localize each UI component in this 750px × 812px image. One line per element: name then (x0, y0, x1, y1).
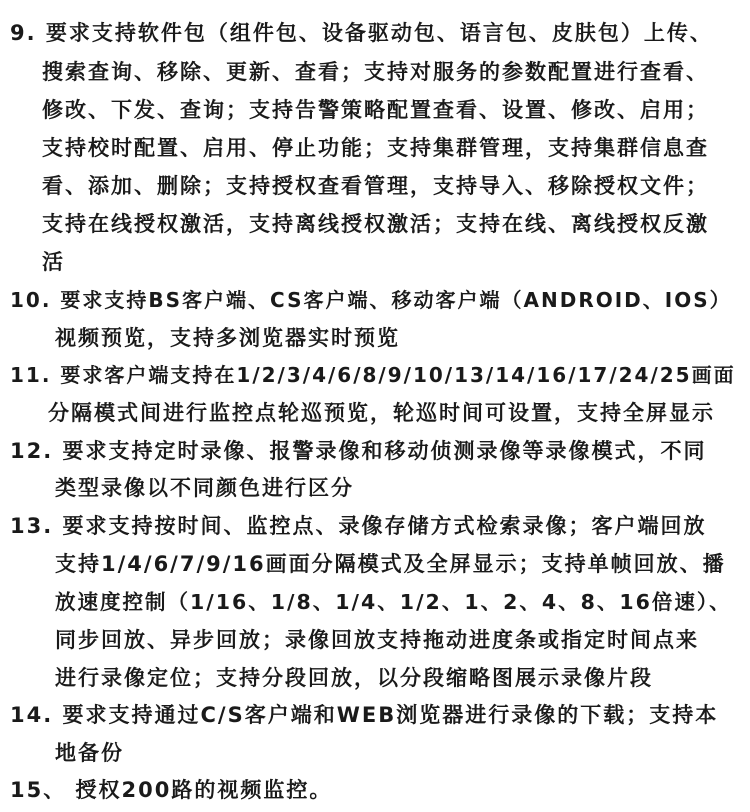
item-15-text: 授权200路的视频监控。 (75, 778, 333, 802)
item-13-line-4: 同步回放、异步回放；录像回放支持拖动进度条或指定时间点来 (55, 628, 699, 652)
item-9-line-2: 搜索查询、移除、更新、查看；支持对服务的参数配置进行查看、 (42, 60, 709, 84)
item-12-text: 要求支持定时录像、报警录像和移动侦测录像等录像模式，不同 (62, 439, 707, 463)
item-11-line-1 (10, 363, 736, 387)
item-14-line-1 (10, 703, 718, 727)
item-9-line-3: 修改、下发、查询；支持告警策略配置查看、设置、修改、启用； (42, 98, 709, 122)
item-9-line-4: 支持校时配置、启用、停止功能；支持集群管理，支持集群信息查 (42, 136, 709, 160)
item-9-line-6: 支持在线授权激活，支持离线授权激活；支持在线、离线授权反激 (42, 212, 709, 236)
item-9-line-7: 活 (42, 250, 65, 274)
item-14-number: 14. (10, 703, 54, 727)
item-9-line-5: 看、添加、删除；支持授权查看管理，支持导入、移除授权文件； (42, 174, 709, 198)
item-11-text: 要求客户端支持在1/2/3/4/6/8/9/10/13/14/16/17/24/25画面 (60, 363, 736, 387)
item-15-number: 15、 (10, 778, 67, 802)
item-11-number: 11. (10, 363, 52, 387)
item-10-number: 10. (10, 288, 52, 312)
item-12-line-1 (10, 439, 707, 463)
item-10-line-1 (10, 288, 732, 312)
item-13-line-5: 进行录像定位；支持分段回放，以分段缩略图展示录像片段 (55, 666, 653, 690)
item-13-text: 要求支持按时间、监控点、录像存储方式检索录像；客户端回放 (62, 514, 707, 538)
item-14-text: 要求支持通过C/S客户端和WEB浏览器进行录像的下载；支持本 (62, 703, 719, 727)
item-14-line-2: 地备份 (55, 741, 124, 765)
item-15-line-1 (10, 778, 332, 802)
item-9-line-1 (10, 21, 713, 45)
item-13-number: 13. (10, 514, 54, 538)
item-10-text: 要求支持BS客户端、CS客户端、移动客户端（ANDROID、IOS） (60, 288, 732, 312)
item-11-line-2: 分隔模式间进行监控点轮巡预览，轮巡时间可设置，支持全屏显示 (48, 401, 715, 425)
item-12-number: 12. (10, 439, 54, 463)
item-13-line-3: 放速度控制（1/16、1/8、1/4、1/2、1、2、4、8、16倍速）、 (55, 590, 732, 614)
item-13-line-1 (10, 514, 707, 538)
item-9-text: 要求支持软件包（组件包、设备驱动包、语言包、皮肤包）上传、 (45, 21, 713, 45)
item-10-line-2: 视频预览，支持多浏览器实时预览 (55, 326, 400, 350)
item-9-number: 9. (10, 21, 37, 45)
item-12-line-2: 类型录像以不同颜色进行区分 (55, 476, 354, 500)
item-13-line-2: 支持1/4/6/7/9/16画面分隔模式及全屏显示；支持单帧回放、播 (55, 552, 726, 576)
